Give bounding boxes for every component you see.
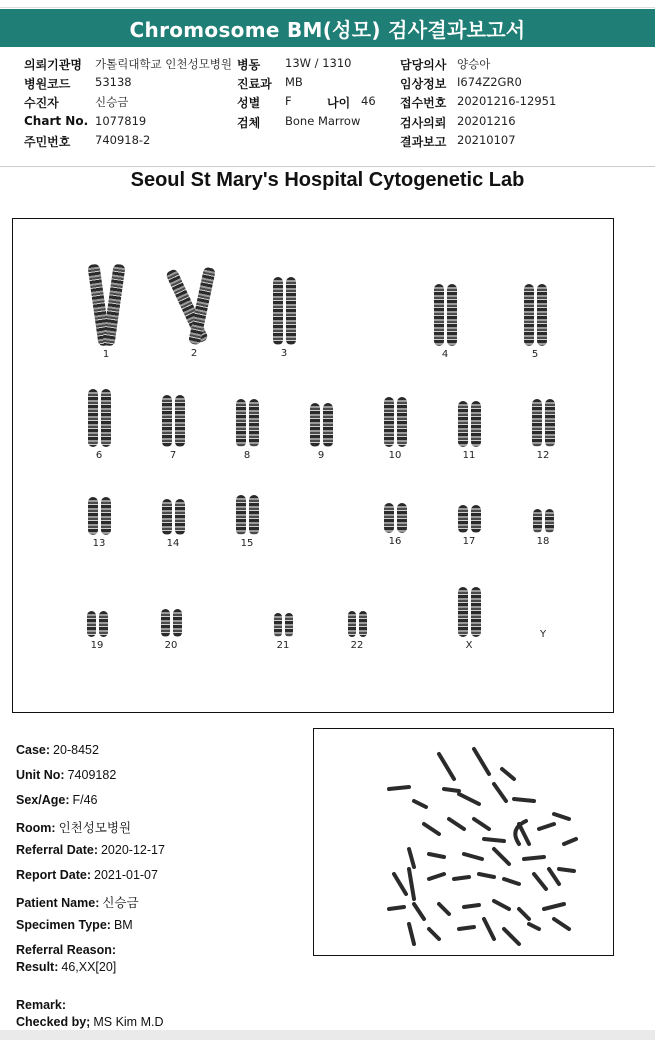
chromosome-pair-9	[299, 403, 343, 461]
metaphase-chromosome	[414, 904, 424, 919]
label-patient: 수진자	[24, 96, 59, 110]
chromosome-20-copy	[173, 609, 182, 637]
metaphase-chromosome	[424, 824, 439, 834]
chromosome-label: 2	[190, 348, 198, 359]
chromosome-5-copy	[537, 284, 547, 346]
metaphase-chromosome	[514, 799, 534, 801]
value-sex: F	[285, 94, 292, 108]
case-row	[16, 768, 116, 782]
case-row	[16, 918, 133, 932]
chromosome-pair-13	[77, 497, 121, 549]
chromosome-16-copy	[384, 503, 394, 533]
chromosome-19-copy	[87, 611, 96, 637]
chromosome-label: 5	[531, 349, 539, 360]
chromosome-pair-3	[262, 277, 306, 359]
case-value: BM	[113, 918, 133, 932]
metaphase-chromosome	[494, 901, 509, 909]
metaphase-chromosome	[429, 874, 444, 879]
chromosome-19-copy	[99, 611, 108, 637]
case-value: F/46	[72, 793, 98, 807]
metaphase-chromosome	[554, 814, 569, 819]
chromosome-22-copy	[359, 611, 367, 637]
chromosome-12-copy	[532, 399, 542, 447]
case-value: 2021-01-07	[94, 868, 158, 882]
bottom-strip	[0, 1030, 655, 1040]
value-result-report: 20210107	[457, 133, 516, 147]
label-physician: 담당의사	[400, 58, 447, 72]
metaphase-chromosome	[409, 869, 414, 899]
label-chart-no: Chart No.	[24, 114, 89, 128]
metaphase-chromosome	[474, 819, 489, 829]
label-specimen: 검체	[237, 116, 261, 130]
case-row	[16, 868, 158, 882]
metaphase-chromosome	[414, 801, 426, 807]
metaphase-chromosome	[564, 839, 576, 844]
chromosome-label: 11	[462, 450, 476, 461]
chromosome-18-copy	[545, 509, 554, 533]
chromosome-label: X	[465, 640, 473, 651]
metaphase-chromosome	[449, 819, 464, 829]
chromosome-label: Y	[539, 629, 547, 640]
report-title: Chromosome BM(성모) 검사결과보고서	[129, 17, 526, 42]
chromosome-22-copy	[348, 611, 356, 637]
case-label: Room:	[16, 821, 56, 835]
chromosome-14-copy	[175, 499, 185, 535]
chromosome-label: 16	[388, 536, 402, 547]
case-label: Referral Reason:	[16, 943, 117, 957]
metaphase-chromosome	[484, 919, 494, 939]
chromosome-label: 14	[166, 538, 180, 549]
case-label: Referral Date:	[16, 843, 98, 857]
label-hospital-code: 병원코드	[24, 77, 71, 91]
case-row	[16, 743, 99, 757]
chromosome-14-copy	[162, 499, 172, 535]
header-info-panel	[0, 47, 655, 167]
value-patient: 신승금	[95, 95, 129, 109]
case-row	[16, 818, 131, 836]
case-row	[16, 843, 165, 857]
chromosome-label: 7	[169, 450, 177, 461]
case-label: Sex/Age:	[16, 793, 70, 807]
value-ward: 13W / 1310	[285, 56, 352, 70]
chromosome-15-copy	[249, 495, 259, 535]
value-accession-number: 20201216-12951	[457, 94, 557, 108]
chromosome-17-copy	[458, 505, 468, 533]
metaphase-chromosome	[502, 769, 514, 779]
metaphase-chromosome	[429, 929, 439, 939]
value-physician: 양승아	[457, 57, 491, 71]
case-row	[16, 943, 119, 957]
chromosome-label: 4	[441, 349, 449, 360]
value-hospital-code: 53138	[95, 75, 132, 89]
case-row	[16, 1015, 163, 1029]
label-requesting-institution: 의뢰기관명	[24, 58, 82, 72]
metaphase-chromosome	[539, 824, 554, 829]
case-value: MS Kim M.D	[93, 1015, 164, 1029]
chromosome-7-copy	[175, 395, 185, 447]
label-resident-number: 주민번호	[24, 135, 71, 149]
chromosome-pair-6	[77, 389, 121, 461]
chromosome-13-copy	[101, 497, 111, 535]
chromosome-15-copy	[236, 495, 246, 535]
label-age: 나이	[327, 96, 351, 110]
metaphase-chromosome	[554, 919, 569, 929]
chromosome-pair-17	[447, 505, 491, 547]
chromosome-16-copy	[397, 503, 407, 533]
chromosome-label: 9	[317, 450, 325, 461]
value-request-date: 20201216	[457, 114, 516, 128]
chromosome-8-copy	[249, 399, 259, 447]
chromosome-x-copy	[471, 587, 481, 637]
case-row	[16, 960, 116, 974]
value-age: 46	[361, 94, 376, 108]
chromosome-pair-14	[151, 499, 195, 549]
chromosome-pair-2	[172, 267, 216, 359]
case-label: Checked by;	[16, 1015, 91, 1029]
case-label: Patient Name:	[16, 896, 100, 910]
case-value: 46,XX[20]	[61, 960, 117, 974]
chromosome-pair-18	[521, 509, 565, 547]
value-clinical-info: I674Z2GR0	[457, 75, 522, 89]
chromosome-18-copy	[533, 509, 542, 533]
metaphase-chromosome	[394, 874, 406, 894]
chromosome-label: 19	[90, 640, 104, 651]
chromosome-pair-20	[149, 609, 193, 651]
metaphase-chromosome	[504, 879, 519, 884]
chromosome-pair-5	[513, 284, 557, 360]
chromosome-label: 13	[92, 538, 106, 549]
metaphase-chromosome	[544, 904, 564, 909]
chromosome-label: 12	[536, 450, 550, 461]
chromosome-17-copy	[471, 505, 481, 533]
metaphase-chromosome	[439, 904, 449, 914]
case-value: 2020-12-17	[100, 843, 165, 857]
metaphase-chromosome	[389, 787, 409, 789]
karyotype-panel	[12, 218, 614, 713]
top-strip	[0, 0, 655, 8]
metaphase-chromosome	[534, 874, 546, 889]
chromosome-label: 22	[350, 640, 364, 651]
chromosome-3-copy	[273, 277, 283, 345]
metaphase-chromosome	[479, 874, 494, 877]
metaphase-chromosome	[444, 789, 459, 791]
case-value: 20-8452	[53, 743, 99, 757]
metaphase-chromosome	[474, 749, 489, 774]
chromosome-1-copy	[102, 264, 125, 347]
chromosome-6-copy	[101, 389, 111, 447]
chromosome-4-copy	[447, 284, 457, 346]
label-accession-number: 접수번호	[400, 96, 447, 110]
metaphase-chromosome	[494, 849, 509, 864]
metaphase-chromosome	[494, 784, 506, 801]
metaphase-chromosome	[519, 824, 529, 844]
case-label: Result:	[16, 960, 59, 974]
label-department: 진료과	[237, 77, 272, 91]
metaphase-spread-graphic	[314, 729, 614, 956]
metaphase-chromosome	[549, 869, 559, 884]
chromosome-7-copy	[162, 395, 172, 447]
chromosome-label: 6	[95, 450, 103, 461]
chromosome-12-copy	[545, 399, 555, 447]
metaphase-chromosome	[439, 754, 454, 779]
case-label: Case:	[16, 743, 51, 757]
metaphase-chromosome	[459, 927, 474, 929]
metaphase-chromosome	[504, 929, 519, 944]
chromosome-label: 3	[280, 348, 288, 359]
value-specimen: Bone Marrow	[285, 114, 361, 128]
chromosome-label: 21	[276, 640, 290, 651]
chromosome-label: 17	[462, 536, 476, 547]
metaphase-chromosome	[524, 857, 544, 859]
chromosome-11-copy	[458, 401, 468, 447]
case-row	[16, 793, 98, 807]
case-value: 7409182	[67, 768, 117, 782]
chromosome-label: 18	[536, 536, 550, 547]
lab-title: Seoul St Mary's Hospital Cytogenetic Lab	[130, 169, 525, 191]
metaphase-chromosome	[464, 905, 479, 907]
chromosome-label: 1	[102, 349, 110, 360]
chromosome-pair-21	[261, 613, 305, 651]
chromosome-6-copy	[88, 389, 98, 447]
label-sex: 성별	[237, 96, 261, 110]
chromosome-pair-19	[75, 611, 119, 651]
chromosome-9-copy	[310, 403, 320, 447]
case-label: Specimen Type:	[16, 918, 111, 932]
case-label: Unit No:	[16, 768, 65, 782]
chromosome-pair-1	[84, 264, 128, 360]
chromosome-pair-11	[447, 401, 491, 461]
metaphase-chromosome	[459, 794, 479, 804]
chromosome-11-copy	[471, 401, 481, 447]
chromosome-pair-15	[225, 495, 269, 549]
chromosome-pair-16	[373, 503, 417, 547]
case-value: 신승금	[102, 896, 139, 910]
chromosome-4-copy	[434, 284, 444, 346]
metaphase-image	[313, 728, 614, 956]
chromosome-pair-22	[335, 611, 379, 651]
chromosome-label: 8	[243, 450, 251, 461]
chromosome-13-copy	[88, 497, 98, 535]
chromosome-20-copy	[161, 609, 170, 637]
metaphase-chromosome	[409, 924, 414, 944]
metaphase-chromosome	[409, 849, 414, 867]
metaphase-chromosome	[559, 869, 574, 871]
chromosome-8-copy	[236, 399, 246, 447]
chromosome-pair-12	[521, 399, 565, 461]
chromosome-pair-4	[423, 284, 467, 360]
metaphase-chromosome	[529, 924, 539, 929]
metaphase-chromosome	[429, 854, 444, 857]
case-label: Report Date:	[16, 868, 92, 882]
chromosome-x-copy	[458, 587, 468, 637]
label-clinical-info: 임상정보	[400, 77, 447, 91]
label-request-date: 검사의뢰	[400, 116, 447, 130]
label-ward: 병동	[237, 58, 261, 72]
chromosome-3-copy	[286, 277, 296, 345]
chromosome-label: 20	[164, 640, 178, 651]
case-label: Remark:	[16, 998, 67, 1012]
chromosome-label: 15	[240, 538, 254, 549]
chromosome-pair-8	[225, 399, 269, 461]
case-row	[16, 998, 69, 1012]
value-requesting-institution: 가톨릭대학교 인천성모병원	[95, 57, 232, 71]
value-chart-no: 1077819	[95, 114, 147, 128]
chromosome-pair-10	[373, 397, 417, 461]
metaphase-chromosome	[519, 909, 529, 919]
chromosome-10-copy	[397, 397, 407, 447]
value-resident-number: 740918-2	[95, 133, 151, 147]
chromosome-pair-7	[151, 395, 195, 461]
metaphase-chromosome	[454, 877, 469, 879]
chromosome-9-copy	[323, 403, 333, 447]
metaphase-chromosome	[389, 907, 404, 909]
label-result-report: 결과보고	[400, 135, 447, 149]
case-value: 인천성모병원	[58, 821, 132, 835]
chromosome-pair-y	[521, 625, 565, 640]
metaphase-chromosome	[484, 839, 504, 841]
chromosome-label: 10	[388, 450, 402, 461]
report-title-bar	[0, 9, 655, 47]
chromosome-21-copy	[274, 613, 282, 637]
chromosome-10-copy	[384, 397, 394, 447]
case-row	[16, 893, 139, 911]
chromosome-pair-x	[447, 587, 491, 651]
metaphase-chromosome	[464, 854, 482, 859]
chromosome-5-copy	[524, 284, 534, 346]
chromosome-21-copy	[285, 613, 293, 637]
value-department: MB	[285, 75, 303, 89]
